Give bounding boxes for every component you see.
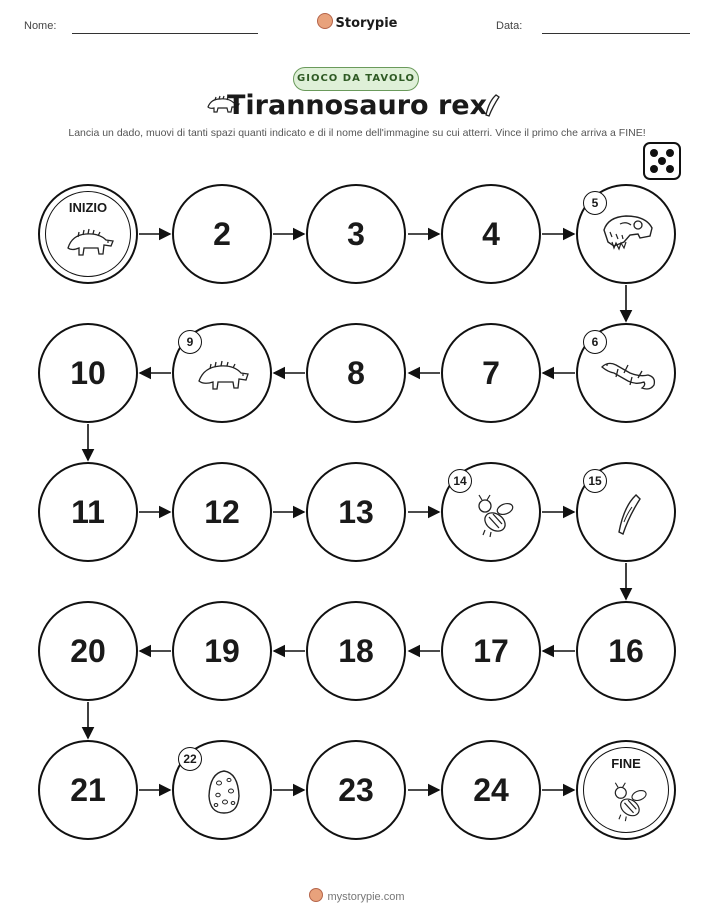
board-cell[interactable]: 3	[306, 184, 406, 284]
board-cell[interactable]: 18	[306, 601, 406, 701]
start-cell[interactable]: INIZIO	[38, 184, 138, 284]
board-cell[interactable]: 8	[306, 323, 406, 423]
cell-number-badge: 14	[448, 469, 472, 493]
cell-number-badge: 15	[583, 469, 607, 493]
dinosaur-skull-icon	[600, 212, 656, 256]
board-cell[interactable]: 19	[172, 601, 272, 701]
bee-icon	[608, 780, 650, 822]
board-cell[interactable]: 20	[38, 601, 138, 701]
board-cell[interactable]: 11	[38, 462, 138, 562]
date-label: Data:	[496, 20, 523, 32]
board-cell[interactable]: 4	[441, 184, 541, 284]
board-cell[interactable]: 16	[576, 601, 676, 701]
board-cell[interactable]: 24	[441, 740, 541, 840]
ankylosaurus-icon	[64, 224, 116, 260]
ankylosaurus-icon	[196, 357, 252, 395]
storypie-logo-icon	[309, 888, 323, 902]
cell-number-badge: 22	[178, 747, 202, 771]
lizard-icon	[598, 355, 658, 395]
board-cell[interactable]: 17	[441, 601, 541, 701]
instructions: Lancia un dado, muovi di tanti spazi quanti indicato e di il nome dell'immagine su cui atterri. Vince il primo che arriva a FINE!	[68, 127, 646, 139]
cell-number-badge: 5	[583, 191, 607, 215]
finish-cell[interactable]: FINE	[576, 740, 676, 840]
brand-logo: Storypie	[0, 13, 714, 31]
page-title: Tirannosauro rex	[226, 90, 488, 121]
cell-number-badge: 6	[583, 330, 607, 354]
egg-icon	[206, 768, 242, 816]
footer-link[interactable]: mystorypie.com	[0, 888, 714, 903]
board-cell[interactable]: 2	[172, 184, 272, 284]
bee-icon	[471, 492, 517, 538]
name-label: Nome:	[24, 20, 57, 32]
cell-number-badge: 9	[178, 330, 202, 354]
board-cell[interactable]: 21	[38, 740, 138, 840]
board-cell[interactable]: 7	[441, 323, 541, 423]
board-cell[interactable]: 13	[306, 462, 406, 562]
category-badge: GIOCO DA TAVOLO	[293, 67, 419, 91]
claw-icon	[612, 492, 644, 538]
board-cell[interactable]: 12	[172, 462, 272, 562]
board-cell[interactable]: 10	[38, 323, 138, 423]
board-cell[interactable]: 23	[306, 740, 406, 840]
